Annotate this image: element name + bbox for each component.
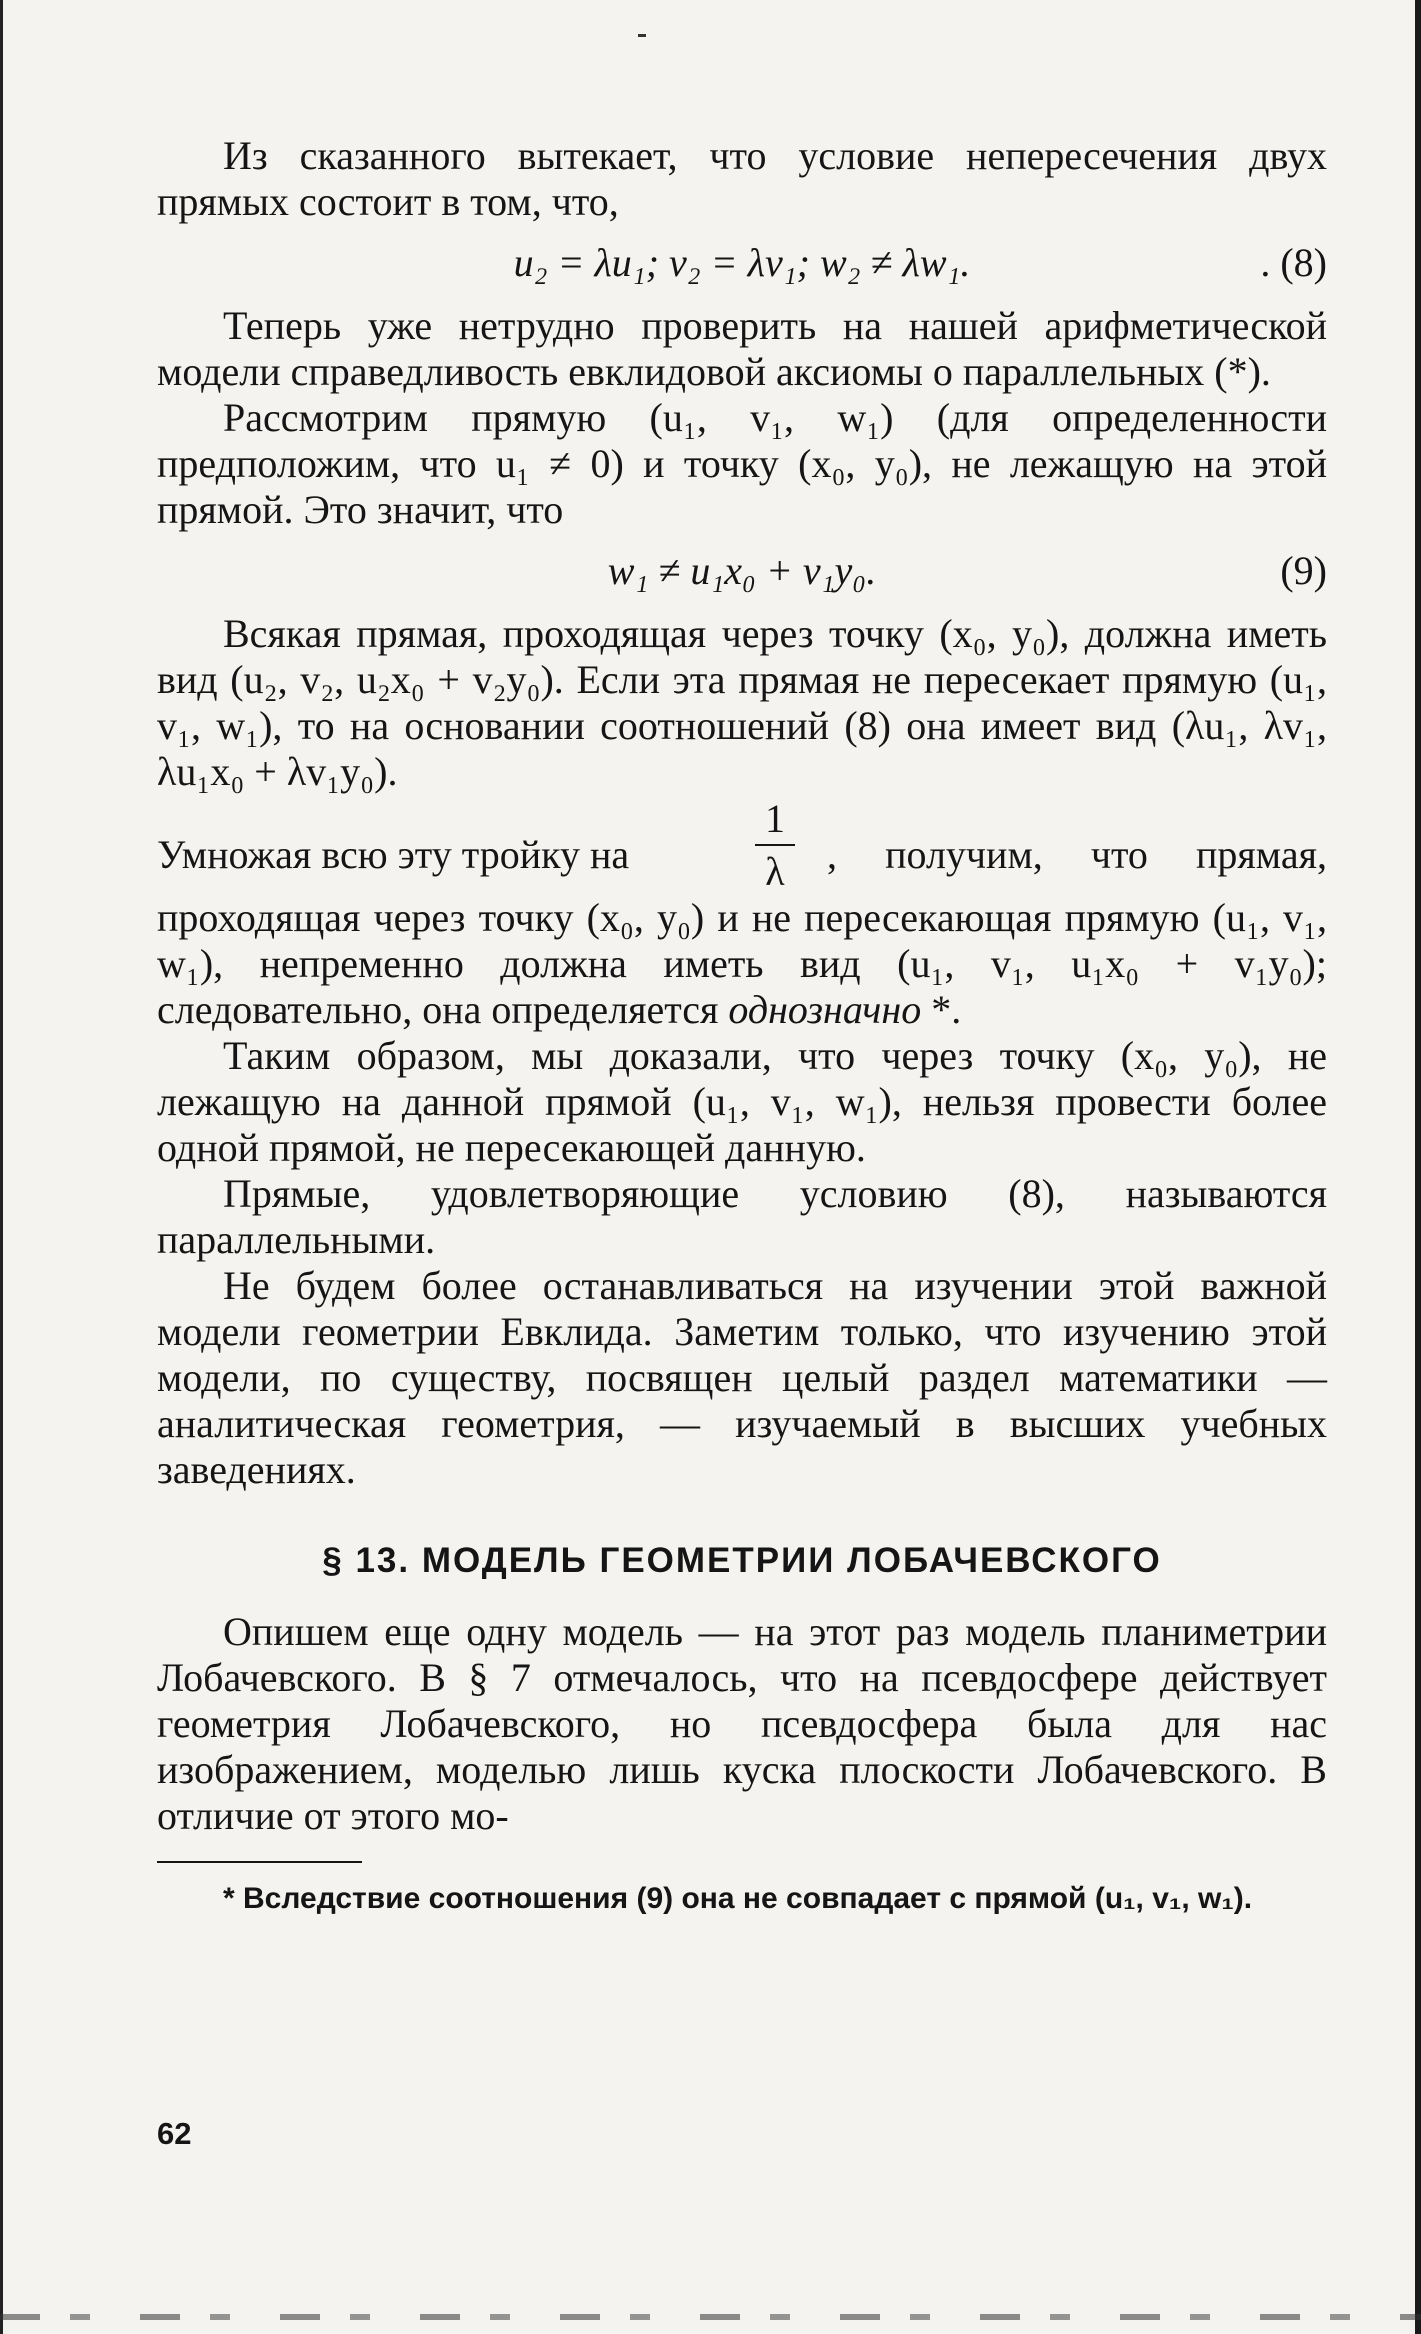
formula-9 — [157, 547, 1327, 593]
fraction-bar — [755, 844, 795, 846]
fraction-line-tail: , получим, что прямая, — [827, 832, 1327, 877]
formula-8-expression: u₂ = λu₁; v₂ = λv₁; w₂ ≠ λw₁. — [513, 240, 971, 285]
scan-mark — [638, 34, 646, 37]
paragraph-5-italic: однозначно — [728, 987, 922, 1032]
formula-8-number: . (8) — [1260, 240, 1327, 285]
footnote: * Вследствие соотношения (9) она не совпадает с прямой (u₁, v₁, w₁). — [223, 1882, 1253, 1915]
page-edge-left — [0, 0, 3, 2334]
fraction-line — [157, 795, 1327, 895]
section-heading: § 13. МОДЕЛЬ ГЕОМЕТРИИ ЛОБАЧЕВСКОГО — [322, 1541, 1162, 1580]
paragraph-8: Не будем более останавливаться на изучении этой важной модели геометрии Евклида. Заметим только, что изучению этой модели, по существу, посвящен целый раздел математики — аналитическая геометрия, — изучаемый в высших учебных заведениях. — [157, 1263, 1327, 1492]
paragraph-3: Рассмотрим прямую (u₁, v₁, w₁) (для определенности предположим, что u₁ ≠ 0) и точку (x₀, y₀), не лежащую на этой прямой. Это значит, что — [157, 395, 1327, 532]
footnote-rule — [157, 1861, 362, 1863]
formula-9-expression: w₁ ≠ u₁x₀ + v₁y₀. — [607, 548, 877, 593]
fraction-one-over-lambda — [755, 795, 795, 895]
paragraph-7: Прямые, удовлетворяющие условию (8), называются параллельными. — [157, 1171, 1327, 1262]
paragraph-5-end: *. — [921, 987, 962, 1032]
page-body — [157, 133, 1327, 1919]
formula-9-number: (9) — [1280, 548, 1327, 593]
fraction-numerator: 1 — [765, 796, 785, 841]
paragraph-1: Из сказанного вытекает, что условие непересечения двух прямых состоит в том, что, — [157, 133, 1327, 224]
paragraph-5 — [157, 895, 1327, 1033]
scan-bottom-strip — [0, 2314, 1421, 2320]
fraction-line-lead: Умножая всю эту тройку на — [157, 832, 630, 877]
page-number: 62 — [157, 2116, 192, 2151]
paragraph-9: Опишем еще одну модель — на этот раз модель планиметрии Лобачевского. В § 7 отмечалось, что на псевдосфере действует геометрия Лобачевского, но псевдосфера была для нас изображением, моделью лишь куска плоскости Лобачевского. В отличие от этого мо- — [157, 1609, 1327, 1838]
formula-8 — [157, 239, 1327, 285]
page-edge-right — [1415, 0, 1421, 2334]
paragraph-5-text: проходящая через точку (x₀, y₀) и не пересекающая прямую (u₁, v₁, w₁), непременно должна иметь вид (u₁, v₁, u₁x₀ + v₁y₀); следовательно, она определяется — [157, 895, 1327, 1032]
paragraph-2: Теперь уже нетрудно проверить на нашей арифметической модели справедливость евклидовой аксиомы о параллельных (*). — [157, 303, 1327, 394]
paragraph-6: Таким образом, мы доказали, что через точку (x₀, y₀), не лежащую на данной прямой (u₁, v₁, w₁), нельзя провести более одной прямой, не пересекающей данную. — [157, 1033, 1327, 1170]
fraction-denominator: λ — [765, 849, 785, 894]
paragraph-4: Всякая прямая, проходящая через точку (x₀, y₀), должна иметь вид (u₂, v₂, u₂x₀ + v₂y₀). Если эта прямая не пересекает прямую (u₁, v₁, w₁), то на основании соотношений (8) она имеет вид (λu₁, λv₁, λu₁x₀ + λv₁y₀). — [157, 611, 1327, 794]
